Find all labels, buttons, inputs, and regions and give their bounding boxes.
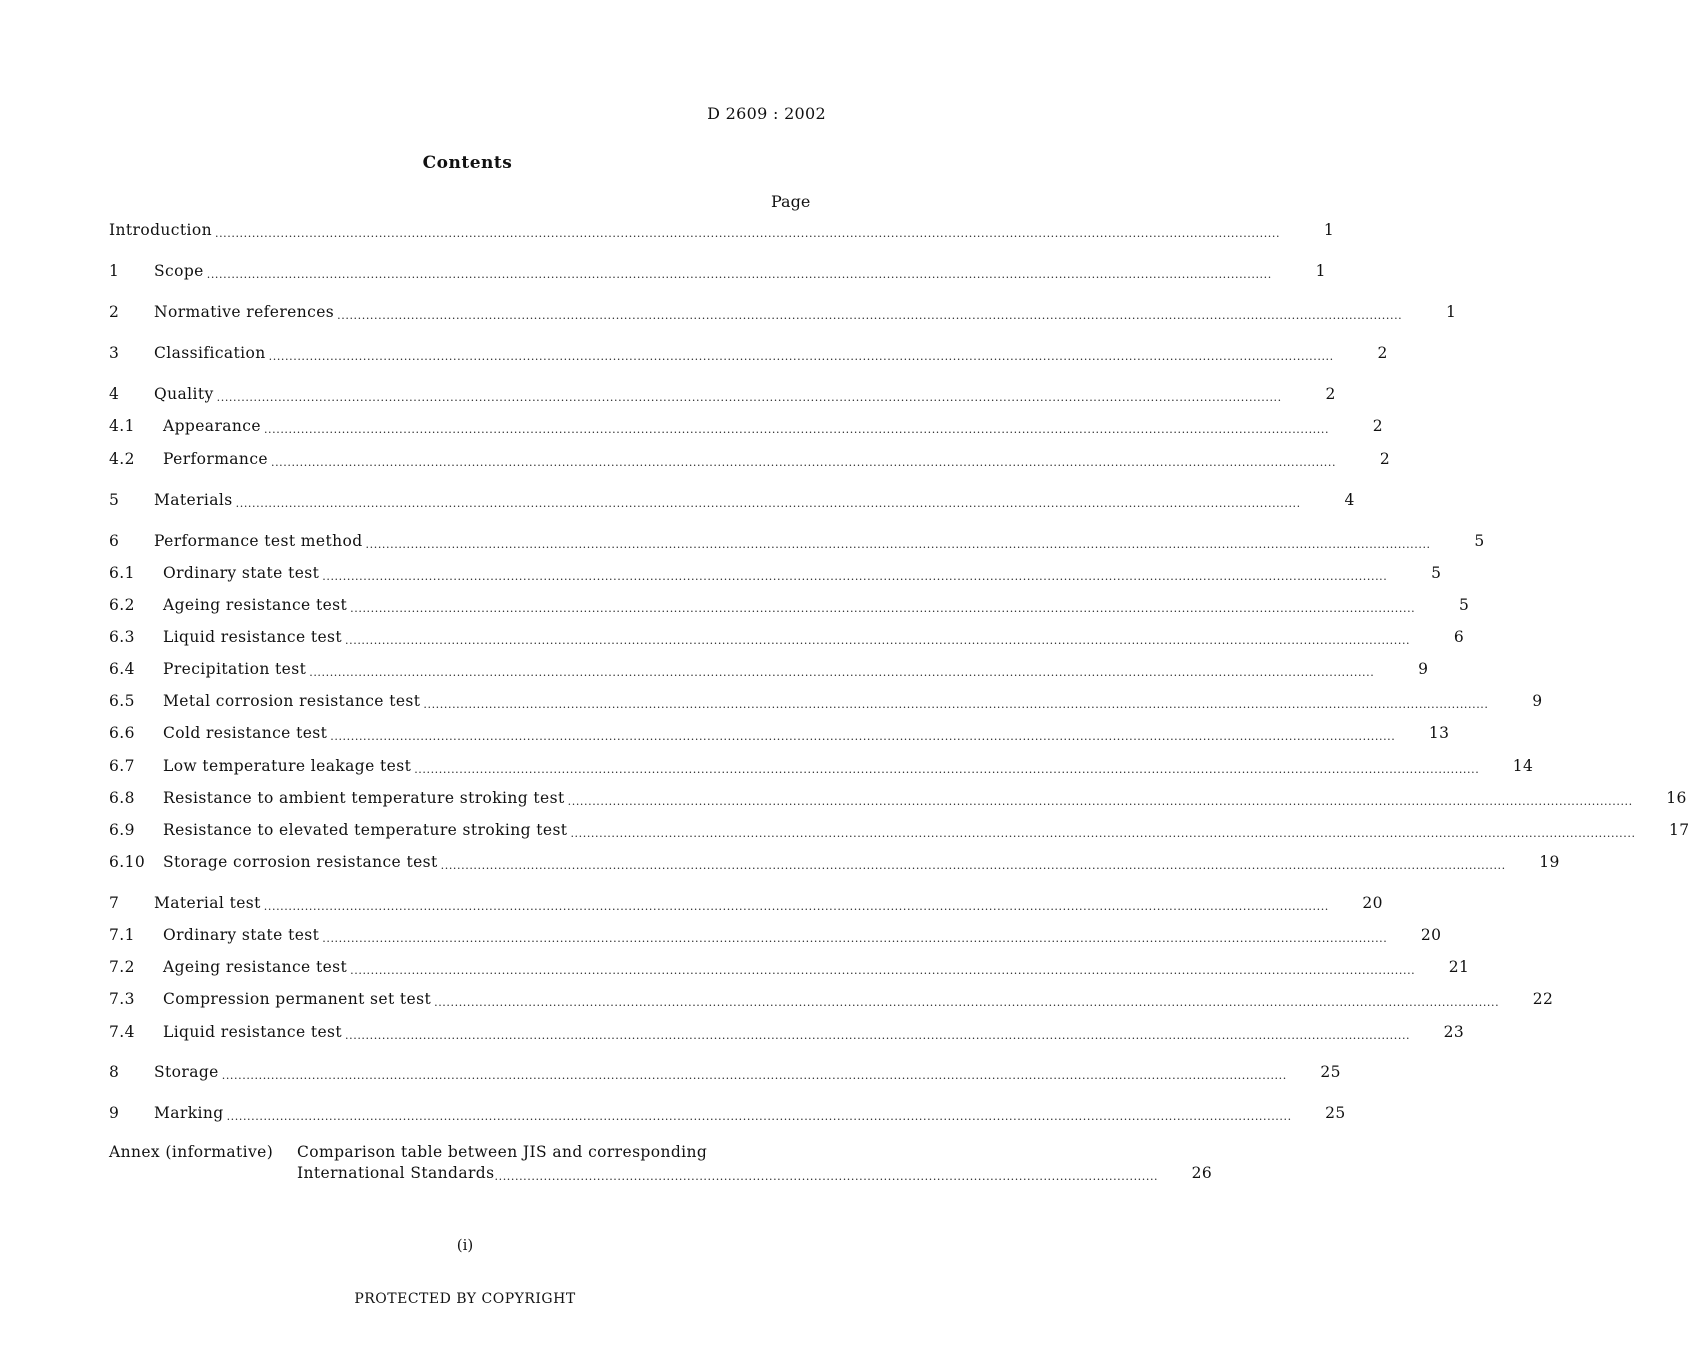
toc-entry-title: Performance xyxy=(163,450,268,468)
dot-leader: .................................................................................................................................................................................................................................................................... xyxy=(440,859,1506,872)
toc-entry xyxy=(109,491,1355,515)
toc-entry xyxy=(109,894,1383,918)
toc-entry xyxy=(109,926,1442,950)
toc-entry-page: 13 xyxy=(1428,724,1450,742)
toc-entry-title: Scope xyxy=(154,262,204,280)
annex-page: 26 xyxy=(1191,1164,1213,1182)
toc-entry-page: 5 xyxy=(1459,596,1470,614)
toc-entry xyxy=(109,564,1442,588)
toc-entry xyxy=(109,221,1335,245)
toc-entry-number: 6.6 xyxy=(109,724,135,742)
toc-entry-number: 1 xyxy=(109,262,120,280)
dot-leader: .................................................................................................................................................................................................................................................................... xyxy=(365,538,1431,551)
toc-entry-page: 5 xyxy=(1431,564,1442,582)
toc-entry-number: 6.3 xyxy=(109,628,135,646)
toc-entry-number: 7 xyxy=(109,894,120,912)
toc-entry xyxy=(109,1023,1465,1047)
standard-number: D 2609 : 2002 xyxy=(707,104,826,123)
toc-entry-number: 6.1 xyxy=(109,564,135,582)
toc-entry-page: 2 xyxy=(1379,450,1391,468)
dot-leader: .................................................................................................................................................................. xyxy=(494,1170,1159,1183)
dot-leader: .................................................................................................................................................................................................................................................................... xyxy=(414,763,1480,776)
page-number: (i) xyxy=(456,1236,474,1254)
toc-entry-title: Cold resistance test xyxy=(163,724,328,742)
toc-entry xyxy=(109,303,1457,327)
toc-entry-title: Marking xyxy=(154,1104,224,1122)
toc-entry-page: 2 xyxy=(1325,385,1336,403)
toc-entry xyxy=(109,692,1543,716)
toc-entry-page: 9 xyxy=(1532,692,1543,710)
toc-entry-number: 6.8 xyxy=(109,789,135,807)
toc-entry-number: 6.10 xyxy=(109,853,146,871)
toc-entry xyxy=(109,344,1388,368)
toc-entry-title: Ageing resistance test xyxy=(163,596,348,614)
annex-entry xyxy=(109,1143,1213,1189)
toc-entry-title: Performance test method xyxy=(154,532,363,550)
dot-leader: .................................................................................................................................................................................................................................................................... xyxy=(206,268,1272,281)
toc-entry-number: 2 xyxy=(109,303,120,321)
toc-entry-number: 6.2 xyxy=(109,596,135,614)
dot-leader: .................................................................................................................................................................................................................................................................... xyxy=(270,456,1337,469)
dot-leader: .................................................................................................................................................................................................................................................................... xyxy=(434,996,1500,1009)
toc-entry-number: 6.5 xyxy=(109,692,135,710)
toc-entry-title: Ordinary state test xyxy=(163,926,320,944)
toc-title: Contents xyxy=(422,153,513,173)
toc-entry-title: Storage corrosion resistance test xyxy=(163,853,438,871)
toc-entry-title: Liquid resistance test xyxy=(163,1023,343,1041)
page-column-label: Page xyxy=(771,192,811,211)
toc-entry-title: Metal corrosion resistance test xyxy=(163,692,421,710)
toc-entry-page: 21 xyxy=(1448,958,1470,976)
toc-entry-page: 23 xyxy=(1443,1023,1465,1041)
toc-entry xyxy=(109,532,1485,556)
annex-label: Annex (informative) xyxy=(109,1143,274,1161)
toc-entry-page: 16 xyxy=(1666,789,1687,807)
dot-leader: .................................................................................................................................................................................................................................................................... xyxy=(330,730,1396,743)
toc-entry-number: 4.2 xyxy=(109,450,135,468)
toc-entry-title: Liquid resistance test xyxy=(163,628,343,646)
toc-entry xyxy=(109,660,1429,684)
toc-entry-title: Compression permanent set test xyxy=(163,990,432,1008)
toc-entry xyxy=(109,417,1384,441)
toc-entry-page: 2 xyxy=(1377,344,1388,362)
dot-leader: .................................................................................................................................................................................................................................................................... xyxy=(350,602,1416,615)
toc-entry xyxy=(109,821,1690,845)
toc-entry xyxy=(109,724,1450,748)
toc-entry-page: 5 xyxy=(1474,532,1485,550)
toc-entry-page: 1 xyxy=(1323,221,1335,239)
toc-entry-title: Appearance xyxy=(163,417,261,435)
toc-entry-title: Ageing resistance test xyxy=(163,958,348,976)
toc-entry-page: 4 xyxy=(1344,491,1355,509)
toc-entry xyxy=(109,628,1465,652)
toc-entry-number: 6.4 xyxy=(109,660,135,678)
toc-entry-number: 6.9 xyxy=(109,821,135,839)
dot-leader: .................................................................................................................................................................................................................................................................... xyxy=(322,932,1388,945)
toc-entry xyxy=(109,853,1560,877)
toc-entry xyxy=(109,596,1470,620)
toc-entry-title: Material test xyxy=(154,894,261,912)
toc-entry-page: 2 xyxy=(1372,417,1384,435)
copyright-notice: PROTECTED BY COPYRIGHT xyxy=(354,1291,576,1307)
toc-entry-page: 19 xyxy=(1539,853,1560,871)
toc-entry-title: Low temperature leakage test xyxy=(163,757,412,775)
dot-leader: .................................................................................................................................................................................................................................................................... xyxy=(567,795,1633,808)
dot-leader: .................................................................................................................................................................................................................................................................... xyxy=(263,900,1329,913)
toc-entry xyxy=(109,1063,1341,1087)
dot-leader: .................................................................................................................................................................................................................................................................... xyxy=(263,423,1330,436)
dot-leader: .................................................................................................................................................................................................................................................................... xyxy=(345,634,1411,647)
toc-entry-number: 4.1 xyxy=(109,417,135,435)
toc-entry-title: Storage xyxy=(154,1063,219,1081)
toc-entry-page: 22 xyxy=(1532,990,1554,1008)
annex-title-line1: Comparison table between JIS and corresponding xyxy=(297,1143,708,1161)
toc-entry-number: 7.2 xyxy=(109,958,135,976)
toc-entry xyxy=(109,990,1554,1014)
toc-entry-number: 7.4 xyxy=(109,1023,135,1041)
dot-leader: .................................................................................................................................................................................................................................................................... xyxy=(235,497,1301,510)
toc-entry-number: 9 xyxy=(109,1104,120,1122)
toc-entry-title: Quality xyxy=(154,385,214,403)
toc-entry-title: Introduction xyxy=(109,221,212,239)
toc-entry xyxy=(109,1104,1346,1128)
toc-entry xyxy=(109,450,1391,474)
toc-entry-page: 25 xyxy=(1325,1104,1346,1122)
dot-leader: .................................................................................................................................................................................................................................................................... xyxy=(350,964,1416,977)
toc-entry xyxy=(109,262,1326,286)
toc-entry xyxy=(109,958,1470,982)
toc-entry-number: 7.3 xyxy=(109,990,135,1008)
toc-entry xyxy=(109,757,1534,781)
dot-leader: .................................................................................................................................................................................................................................................................... xyxy=(216,391,1282,404)
dot-leader: .................................................................................................................................................................................................................................................................... xyxy=(214,227,1281,240)
toc-entry-number: 6 xyxy=(109,532,120,550)
toc-entry-title: Ordinary state test xyxy=(163,564,320,582)
toc-entry-title: Resistance to ambient temperature stroking test xyxy=(163,789,565,807)
toc-entry-number: 7.1 xyxy=(109,926,135,944)
dot-leader: .................................................................................................................................................................................................................................................................... xyxy=(226,1110,1292,1123)
dot-leader: .................................................................................................................................................................................................................................................................... xyxy=(322,570,1388,583)
toc-entry-page: 20 xyxy=(1362,894,1383,912)
toc-entry-number: 4 xyxy=(109,385,120,403)
dot-leader: .................................................................................................................................................................................................................................................................... xyxy=(221,1069,1287,1082)
toc-entry-page: 9 xyxy=(1418,660,1429,678)
toc-entry xyxy=(109,385,1336,409)
toc-entry-title: Resistance to elevated temperature stroking test xyxy=(163,821,568,839)
toc-entry-title: Classification xyxy=(154,344,266,362)
toc-entry-title: Normative references xyxy=(154,303,335,321)
dot-leader: .................................................................................................................................................................................................................................................................... xyxy=(423,698,1489,711)
toc-entry-page: 14 xyxy=(1512,757,1534,775)
toc-entry-page: 17 xyxy=(1669,821,1690,839)
dot-leader: .................................................................................................................................................................................................................................................................... xyxy=(345,1029,1411,1042)
dot-leader: .................................................................................................................................................................................................................................................................... xyxy=(337,309,1403,322)
toc-entry-number: 6.7 xyxy=(109,757,135,775)
toc-entry xyxy=(109,789,1687,813)
toc-entry-number: 3 xyxy=(109,344,120,362)
toc-entry-number: 5 xyxy=(109,491,120,509)
toc-entry-title: Materials xyxy=(154,491,233,509)
toc-entry-page: 6 xyxy=(1453,628,1465,646)
toc-entry-number: 8 xyxy=(109,1063,120,1081)
toc-entry-page: 1 xyxy=(1315,262,1326,280)
toc-entry-page: 20 xyxy=(1420,926,1442,944)
toc-entry-page: 1 xyxy=(1446,303,1457,321)
annex-title-line2: International Standards xyxy=(297,1164,495,1182)
dot-leader: .................................................................................................................................................................................................................................................................... xyxy=(268,350,1334,363)
toc-entry-page: 25 xyxy=(1320,1063,1341,1081)
dot-leader: .................................................................................................................................................................................................................................................................... xyxy=(309,666,1375,679)
dot-leader: .................................................................................................................................................................................................................................................................... xyxy=(570,827,1636,840)
toc-entry-title: Precipitation test xyxy=(163,660,307,678)
